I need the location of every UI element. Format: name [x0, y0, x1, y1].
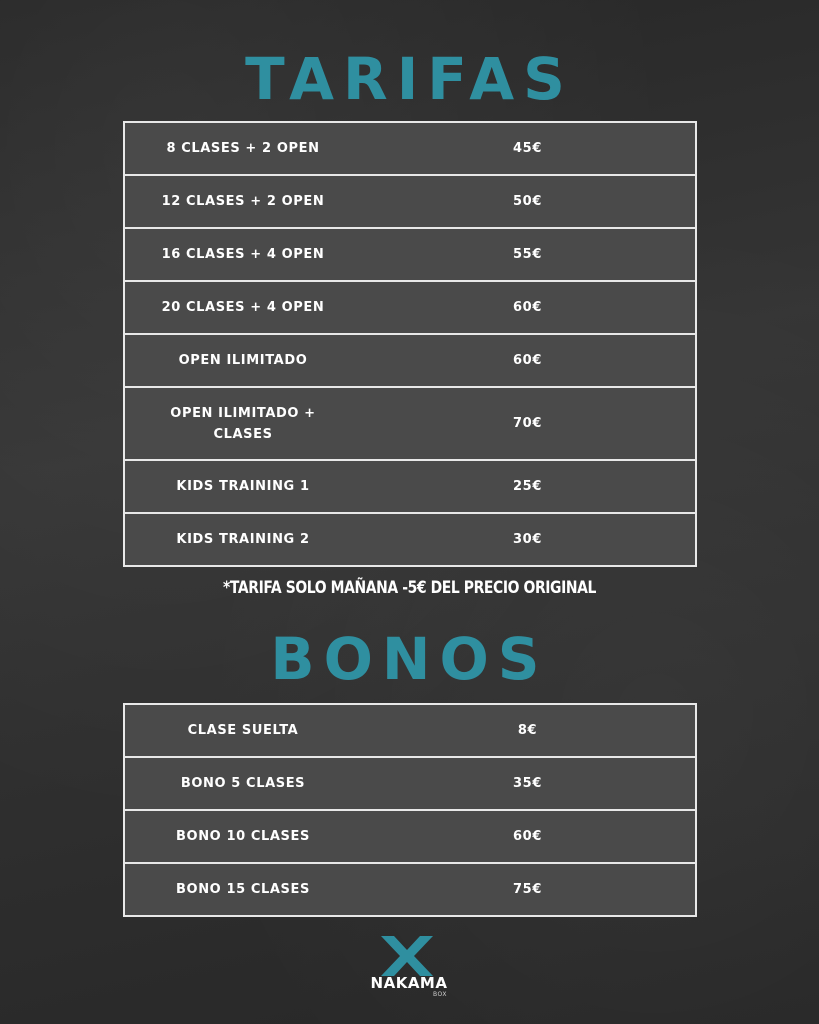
plan-name: OPEN ILIMITADO: [178, 353, 308, 368]
tarifas-title: TARIFAS: [245, 45, 574, 113]
bono-price: 8€: [517, 723, 538, 738]
plan-price: 60€: [513, 353, 542, 368]
plan-price: 45€: [513, 141, 542, 156]
plan-name: 12 CLASES + 2 OPEN: [161, 194, 325, 209]
bono-name: BONO 10 CLASES: [176, 829, 310, 844]
plan-name: KIDS TRAINING 2: [176, 532, 310, 547]
table-row: [125, 864, 695, 915]
plan-name: KIDS TRAINING 1: [176, 479, 310, 494]
plan-price: 30€: [513, 532, 542, 547]
bono-name: CLASE SUELTA: [187, 723, 299, 738]
plan-name: 16 CLASES + 4 OPEN: [161, 247, 325, 262]
plan-name: 8 CLASES + 2 OPEN: [166, 141, 320, 156]
table-row: [125, 461, 695, 514]
table-row: [125, 705, 695, 758]
bonos-table: [123, 703, 697, 917]
tarifas-table: [123, 121, 697, 567]
plan-price: 60€: [513, 300, 542, 315]
nakama-logo: [359, 936, 459, 1000]
plan-price: 70€: [513, 416, 542, 431]
bonos-title: BONOS: [270, 625, 549, 693]
tarifa-note: *TARIFA SOLO MAÑANA -5€ DEL PRECIO ORIGINAL: [223, 578, 596, 598]
plan-price: 50€: [513, 194, 542, 209]
plan-name: 20 CLASES + 4 OPEN: [161, 300, 325, 315]
plan-price: 55€: [513, 247, 542, 262]
table-row: [125, 811, 695, 864]
table-row: [125, 335, 695, 388]
table-row: [125, 123, 695, 176]
table-row: [125, 282, 695, 335]
table-row: [125, 388, 695, 461]
table-row: [125, 176, 695, 229]
logo-name: NAKAMA: [370, 974, 448, 992]
bono-price: 60€: [513, 829, 542, 844]
x-icon: [381, 936, 433, 976]
plan-price: 25€: [513, 479, 542, 494]
table-row: [125, 514, 695, 565]
table-row: [125, 229, 695, 282]
bono-price: 35€: [513, 776, 542, 791]
table-row: [125, 758, 695, 811]
bono-price: 75€: [513, 882, 542, 897]
bono-name: BONO 5 CLASES: [180, 776, 306, 791]
bono-name: BONO 15 CLASES: [176, 882, 310, 897]
plan-name: OPEN ILIMITADO + CLASES: [170, 405, 316, 442]
logo-sub: BOX: [433, 991, 447, 998]
